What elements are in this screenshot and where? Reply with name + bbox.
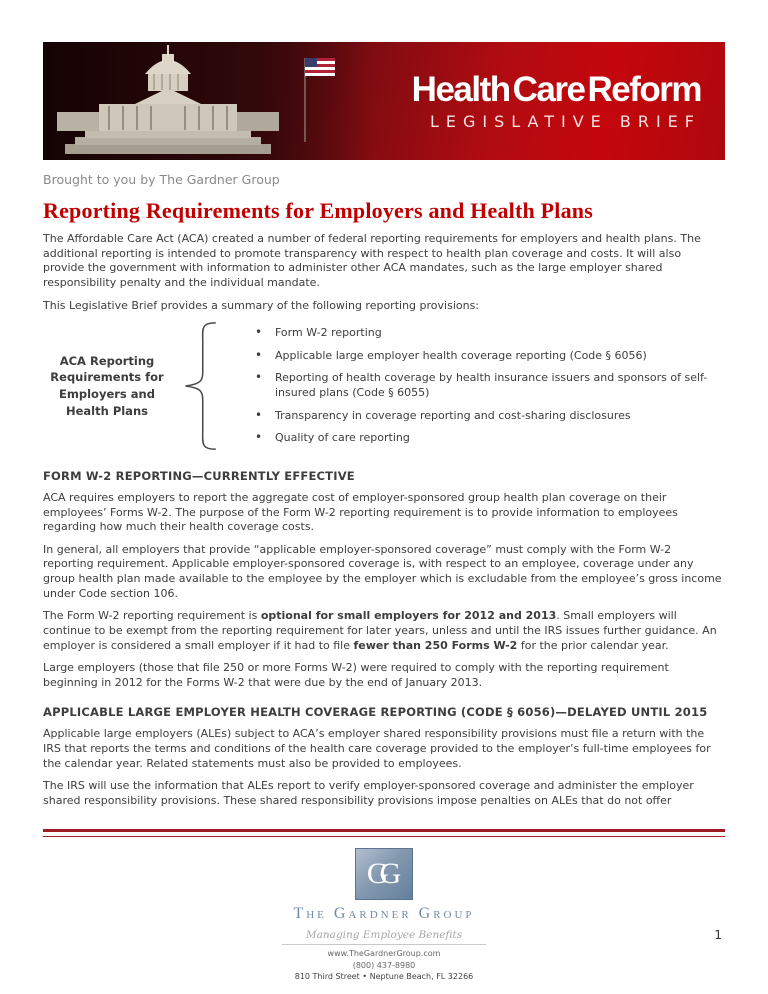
section-heading-ale: APPLICABLE LARGE EMPLOYER HEALTH COVERAGE REPORTING (CODE § 6056)—DELAYED UNTIL 2015 [43, 705, 708, 720]
w2-p3-text: The Form W-2 reporting requirement is [43, 609, 261, 623]
footer-website: www.TheGardnerGroup.com [327, 949, 441, 958]
callout-label-line: Employers and [59, 387, 155, 401]
ale-paragraph-1: Applicable large employers (ALEs) subject to ACA’s employer shared responsibility provisions must file a return with the IRS that reports the terms and conditions of the health care coverage provided to the employer’s full-time employees for the calendar year. Related statements must also be provided to employees. [43, 727, 711, 770]
footer [0, 848, 768, 983]
w2-p3-text: for the prior calendar year. [517, 638, 669, 652]
w2-paragraph-1: ACA requires employers to report the aggregate cost of employer-sponsored group health plan coverage on their employees’ Forms W-2. The purpose of the Form W-2 reporting requirement is to provide information to employees regarding how much their health coverage costs. [43, 490, 678, 534]
footer-address: 810 Third Street • Neptune Beach, FL 32266 [294, 972, 474, 982]
byline: Brought to you by The Gardner Group [43, 172, 280, 187]
curly-brace-graphic [171, 319, 223, 453]
document-body [43, 160, 725, 830]
callout-label [43, 353, 171, 420]
legislative-brief-banner [43, 42, 725, 160]
footer-phone: (800) 437-8980 [352, 960, 416, 970]
list-item [253, 326, 725, 341]
page-title: Reporting Requirements for Employers and Health Plans [43, 198, 594, 223]
callout-label-line: Health Plans [66, 403, 148, 418]
w2-p3-text: . Small employers will continue to be exempt from the reporting requirement for later years, unless and until the IRS issues further guidance. An employer is considered a small employer if it had to file [43, 609, 717, 652]
footer-rule-thick [43, 829, 725, 832]
w2-paragraph-3 [43, 609, 725, 653]
list-item-text: Applicable large employer health coverage reporting (Code § 6056) [275, 348, 647, 362]
footer-tagline: Managing Employee Benefits [282, 929, 486, 945]
gg-monogram: GG [366, 857, 393, 890]
banner-title-health: Health [411, 70, 510, 109]
banner-text [409, 72, 701, 131]
list-item-text: Quality of care reporting [275, 431, 410, 445]
banner-title [409, 72, 701, 107]
footer-contact [0, 948, 768, 983]
banner-title-care: Care [512, 70, 585, 109]
list-item [253, 349, 725, 364]
w2-p3-bold: fewer than 250 Forms W-2 [353, 638, 518, 652]
footer-rule-thin [43, 836, 725, 837]
banner-title-reform: Reform [587, 70, 701, 109]
list-item [253, 371, 725, 400]
list-item-text: Form W-2 reporting [275, 326, 382, 340]
ale-paragraph-2: The IRS will use the information that ALEs report to verify employer-sponsored coverage and administer the employer shared responsibility provisions. These shared responsibility provisions impose penalties on ALEs that do not offer [43, 779, 694, 807]
aca-reporting-callout [43, 318, 725, 454]
w2-paragraph-4: Large employers (those that file 250 or more Forms W-2) were required to comply with the reporting requirement beginning in 2012 for the Forms W-2 that were due by the end of January 2013. [43, 661, 669, 689]
list-item [253, 431, 725, 446]
banner-subtitle: LEGISLATIVE BRIEF [429, 112, 701, 131]
gardner-group-logo [355, 848, 413, 900]
section-heading-form-w2: FORM W-2 REPORTING—CURRENTLY EFFECTIVE [43, 468, 355, 483]
callout-label-line: Requirements for [50, 370, 164, 385]
page-number: 1 [714, 928, 722, 942]
intro-paragraph-2: This Legislative Brief provides a summary of the following reporting provisions: [43, 298, 480, 312]
w2-paragraph-2: In general, all employers that provide “applicable employer-sponsored coverage” must comply with the Form W-2 reporting requirement. Applicable employer-sponsored coverage is, with respect to an employee, coverage under any group health plan made available to the employee by the employer which is excludable from the employee’s gross income under Code section 106. [43, 542, 722, 600]
footer-company-name: The Gardner Group [293, 905, 475, 922]
reporting-provisions-list [223, 318, 725, 454]
w2-p3-bold: optional for small employers for 2012 and 2013 [260, 609, 557, 623]
callout-label-line: ACA Reporting [59, 353, 155, 368]
list-item-text: Transparency in coverage reporting and cost-sharing disclosures [275, 408, 631, 422]
capitol-building-illustration [43, 42, 373, 160]
list-item-text: Reporting of health coverage by health insurance issuers and sponsors of self-insured plans (Code § 6055) [275, 371, 708, 399]
list-item [253, 409, 725, 424]
intro-paragraph-1: The Affordable Care Act (ACA) created a number of federal reporting requirements for employers and health plans. The additional reporting is intended to promote transparency with respect to health plan coverage and costs. It will also provide the government with information to administer other ACA mandates, such as the large employer shared responsibility penalty and the individual mandate. [43, 232, 701, 289]
